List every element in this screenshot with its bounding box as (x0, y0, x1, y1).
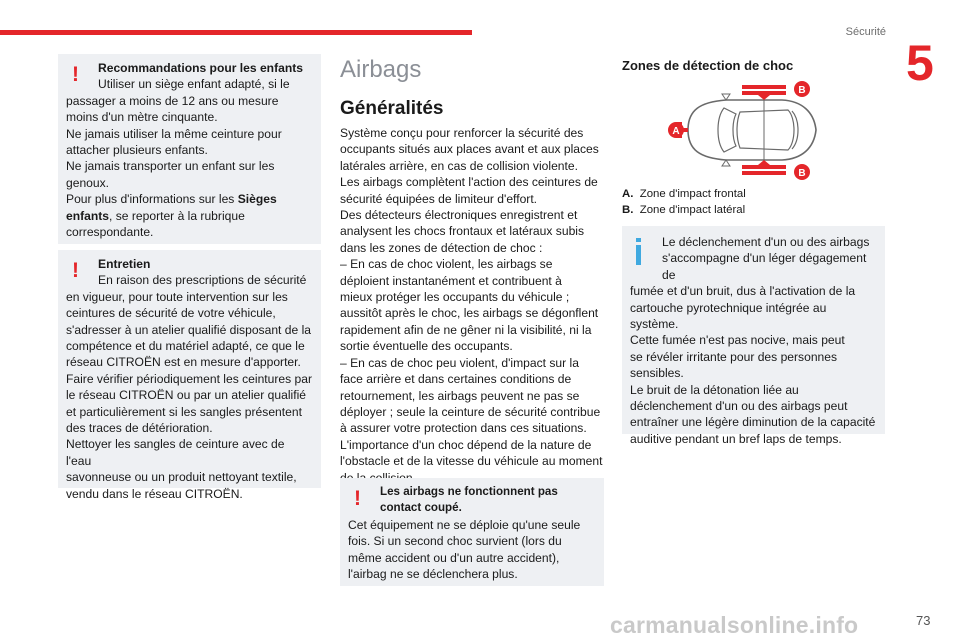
box-line: passager a moins de 12 ans ou mesure (66, 93, 279, 108)
body-line: sécurité équipées de limiteur d'effort. (340, 191, 538, 206)
box-line: le réseau CITROËN ou par un atelier qualifié (66, 388, 306, 403)
legend-item (622, 202, 746, 218)
box-line: ceintures de sécurité de votre véhicule, (66, 306, 276, 321)
box-line: correspondante. (66, 225, 154, 240)
body-line: à assurer votre protection dans ces situations. (340, 421, 587, 436)
info-line: sensibles. (630, 366, 684, 381)
box-title: Entretien (98, 257, 151, 271)
page-number: 73 (916, 613, 931, 628)
airbags-heading: Airbags (340, 56, 422, 83)
info-box-smoke (622, 226, 885, 446)
body-line: l'obstacle et de la vitesse du véhicule au moment (340, 454, 603, 469)
generalites-heading: Généralités (340, 98, 444, 119)
box-line: réseau CITROËN est en mesure d'apporter. (66, 355, 301, 370)
section-title: Sécurité (845, 26, 886, 38)
body-line: déploient instantanément et contribuent à (340, 273, 562, 288)
ref-prefix: Pour plus d'informations sur les (66, 192, 238, 207)
warning-box-children (58, 54, 321, 244)
ref-bold-enfants: enfants (66, 208, 110, 223)
car-mirror-bottom (722, 160, 730, 166)
label-a-text: A (672, 126, 680, 137)
label-b-bottom-text: B (798, 168, 806, 179)
body-line: – En cas de choc violent, les airbags se (340, 257, 553, 272)
box-line: Ne jamais utiliser la même ceinture pour (66, 126, 282, 141)
label-b-top-text: B (798, 85, 806, 96)
info-line: cartouche pyrotechnique intégrée au (630, 300, 827, 315)
warning-exclamation-icon: ! (354, 487, 361, 510)
lateral-top-bar (742, 85, 786, 89)
lateral-bottom-bar (742, 165, 786, 169)
box-line: vendu dans le réseau CITROËN. (66, 486, 243, 501)
info-line: déclenchement d'un ou des airbags peut (630, 399, 848, 414)
legend-item (622, 186, 746, 202)
warning-exclamation-icon: ! (72, 63, 79, 86)
box-line: même accident ou d'un autre accident), (348, 550, 560, 565)
legend-text: Zone d'impact latéral (639, 204, 746, 216)
info-line: Le bruit de la détonation liée au (630, 382, 799, 397)
body-line: rapidement afin de ne gêner ni la visibilité, ni la (340, 322, 592, 337)
legend-key: B. (622, 204, 634, 216)
box-title: Recommandations pour les enfants (98, 61, 303, 75)
box-title: Les airbags ne fonctionnent pas (380, 485, 558, 498)
body-line: Les airbags complètent l'action des ceintures de (340, 175, 598, 190)
info-line: auditive pendant un bref laps de temps. (630, 431, 842, 446)
info-line: Cette fumée n'est pas nocive, mais peut (630, 333, 845, 348)
chapter-number: 5 (906, 35, 934, 91)
legend-key: A. (622, 188, 634, 200)
ref-suffix: , se reporter à la rubrique (109, 208, 245, 223)
box-line: fois. Si un second choc survient (lors du (348, 534, 562, 549)
legend-text: Zone d'impact frontal (639, 188, 746, 200)
box-line: Cet équipement ne se déploie qu'une seule (348, 517, 581, 532)
warning-exclamation-icon: ! (72, 259, 79, 282)
info-icon-dot (636, 238, 641, 242)
ref-bold-sieges: Sièges (237, 192, 277, 207)
body-line: déployer ; seule la ceinture de sécurité contribue (340, 404, 601, 419)
box-line: en vigueur, pour toute intervention sur les (66, 289, 288, 304)
body-line: Des détecteurs électroniques enregistrent et (340, 208, 578, 223)
watermark-text: carmanualsonline.info (610, 612, 859, 638)
box-line: genoux. (66, 175, 110, 190)
body-line: aussitôt après le choc, les airbags se dégonflent (340, 306, 599, 321)
box-line: s'adresser à un atelier qualifié disposant de la (66, 322, 312, 337)
box-line: Nettoyer les sangles de ceinture avec de l'eau (66, 437, 285, 468)
body-line: mieux protéger les occupants du véhicule ; (340, 290, 570, 305)
box-line: des traces de détérioration. (66, 421, 213, 436)
info-line: se révéler irritante pour des personnes (630, 349, 838, 364)
info-first-line: Le déclenchement d'un ou des airbags (662, 235, 870, 249)
info-line: entraîner une légère diminution de la capacité (630, 415, 876, 430)
lateral-bottom-bar (742, 171, 786, 175)
header-accent-bar (0, 30, 472, 35)
impact-zones-diagram (660, 78, 830, 182)
box-reference-line (66, 208, 313, 224)
box-line: savonneuse ou un produit nettoyant textile, (66, 470, 297, 485)
box-line: Ne jamais transporter un enfant sur les (66, 159, 275, 174)
car-mirror-top (722, 94, 730, 100)
box-reference-line (66, 191, 313, 207)
body-line: L'importance d'un choc dépend de la nature de (340, 437, 592, 452)
info-line: système. (630, 317, 679, 332)
box-line: attacher plusieurs enfants. (66, 143, 208, 158)
info-second-line: s'accompagne d'un léger dégagement de (662, 251, 867, 282)
zones-heading: Zones de détection de choc (622, 58, 794, 73)
box-line: compétence et du matériel adapté, ce que le (66, 339, 305, 354)
body-line: – En cas de choc peu violent, d'impact sur la (340, 355, 579, 370)
car-body-outline (688, 100, 816, 160)
body-line: dans les zones de détection de choc : (340, 240, 543, 255)
body-line: occupants situés aux places avant et aux places (340, 142, 599, 157)
box-line: l'airbag ne se déclenchera plus. (348, 567, 518, 582)
box-first-line: Utiliser un siège enfant adapté, si le (98, 77, 290, 92)
middle-column (340, 56, 605, 486)
warning-box-airbags-off (340, 478, 604, 586)
warning-box-maintenance (58, 250, 321, 501)
box-line: et particulièrement si les sangles présentent (66, 404, 302, 419)
info-icon (636, 245, 641, 265)
body-line: Système conçu pour renforcer la sécurité des (340, 126, 584, 140)
box-title: contact coupé. (380, 501, 462, 515)
box-line: Faire vérifier périodiquement les ceintures par (66, 371, 313, 386)
airbags-body (340, 125, 605, 486)
box-first-line: En raison des prescriptions de sécurité (98, 273, 307, 288)
body-line: retournement, les airbags peuvent ne pas se (340, 388, 580, 403)
box-line: moins d'un mètre cinquante. (66, 110, 218, 125)
body-line: face arrière et dans certaines conditions de (340, 372, 572, 387)
diagram-legend (622, 186, 746, 218)
body-line: latérales arrière, en cas de collision violente. (340, 158, 578, 173)
info-line: fumée et d'un bruit, dus à l'activation de la (630, 284, 856, 299)
lateral-top-bar (742, 91, 786, 95)
body-line: sortie éventuelle des occupants. (340, 339, 513, 354)
body-line: analysent les chocs frontaux et latéraux subis (340, 224, 585, 239)
